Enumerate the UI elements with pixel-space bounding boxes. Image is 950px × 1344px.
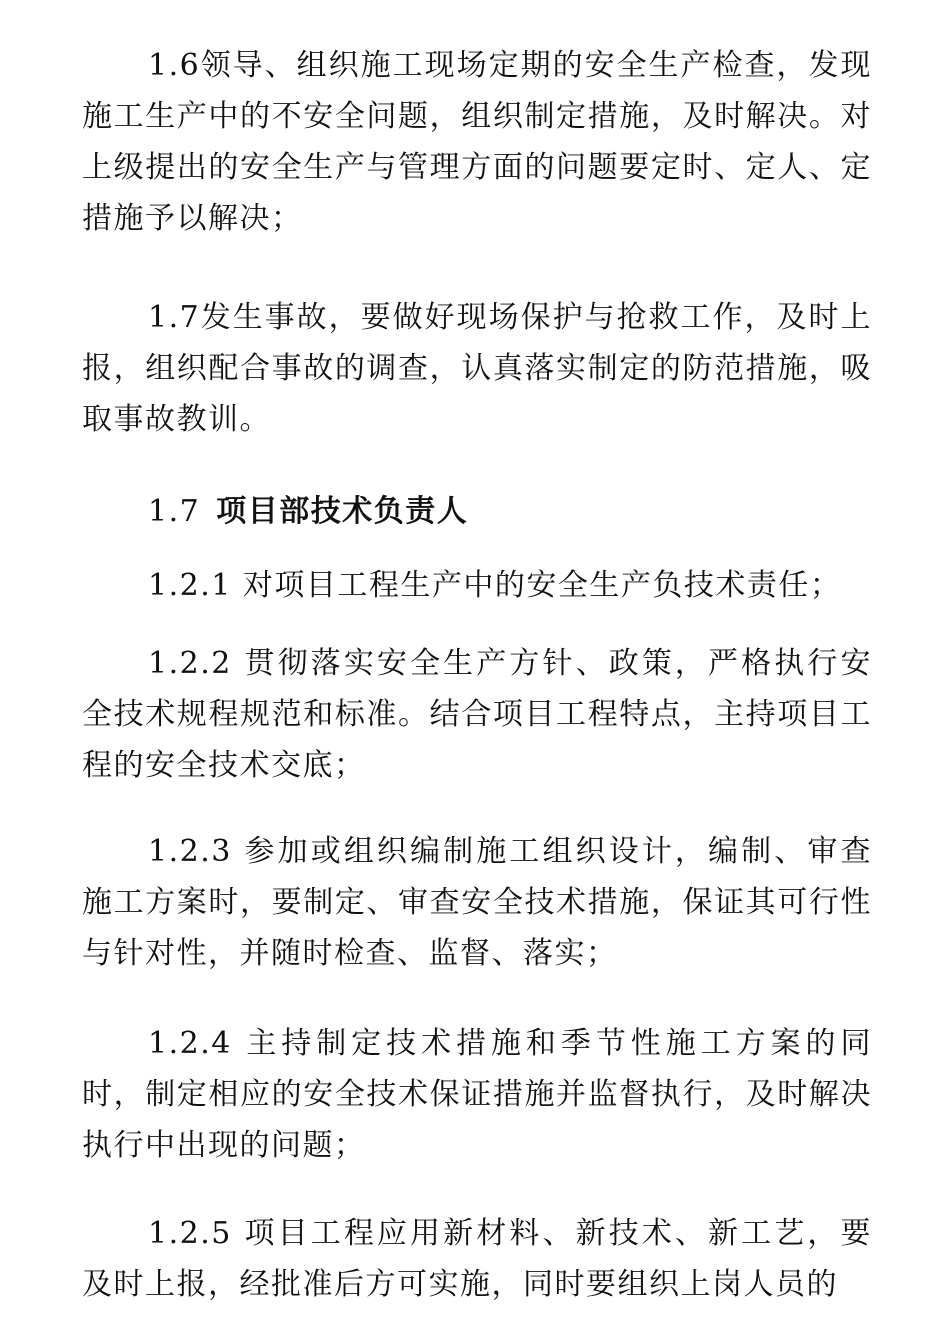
section-heading [148,486,468,537]
section-title: 项目部技术负责人 [216,494,469,529]
paragraph-1-7: 1.7发生事故，要做好现场保护与抢救工作，及时上报，组织配合事故的调查，认真落实制定的防范措施，吸取事故教训。 [82,300,872,437]
item-1-2-2: 1.2.2 贯彻落实安全生产方针、政策，严格执行安全技术规程规范和标准。结合项目工程特点，主持项目工程的安全技术交底； [82,646,872,783]
item-1-2-5: 1.2.5 项目工程应用新材料、新技术、新工艺，要及时上报，经批准后方可实施，同时要组织上岗人员的 [82,1216,872,1302]
item-1-2-4: 1.2.4 主持制定技术措施和季节性施工方案的同时，制定相应的安全技术保证措施并监督执行，及时解决执行中出现的问题； [82,1026,872,1163]
section-number: 1.7 [148,494,201,529]
item-1-2-3: 1.2.3 参加或组织编制施工组织设计，编制、审查施工方案时，要制定、审查安全技术措施，保证其可行性与针对性，并随时检查、监督、落实； [82,834,872,971]
paragraph-1-6: 1.6领导、组织施工现场定期的安全生产检查，发现施工生产中的不安全问题，组织制定措施，及时解决。对上级提出的安全生产与管理方面的问题要定时、定人、定措施予以解决； [82,48,872,236]
item-1-2-1: 1.2.1 对项目工程生产中的安全生产负技术责任； [148,568,842,603]
